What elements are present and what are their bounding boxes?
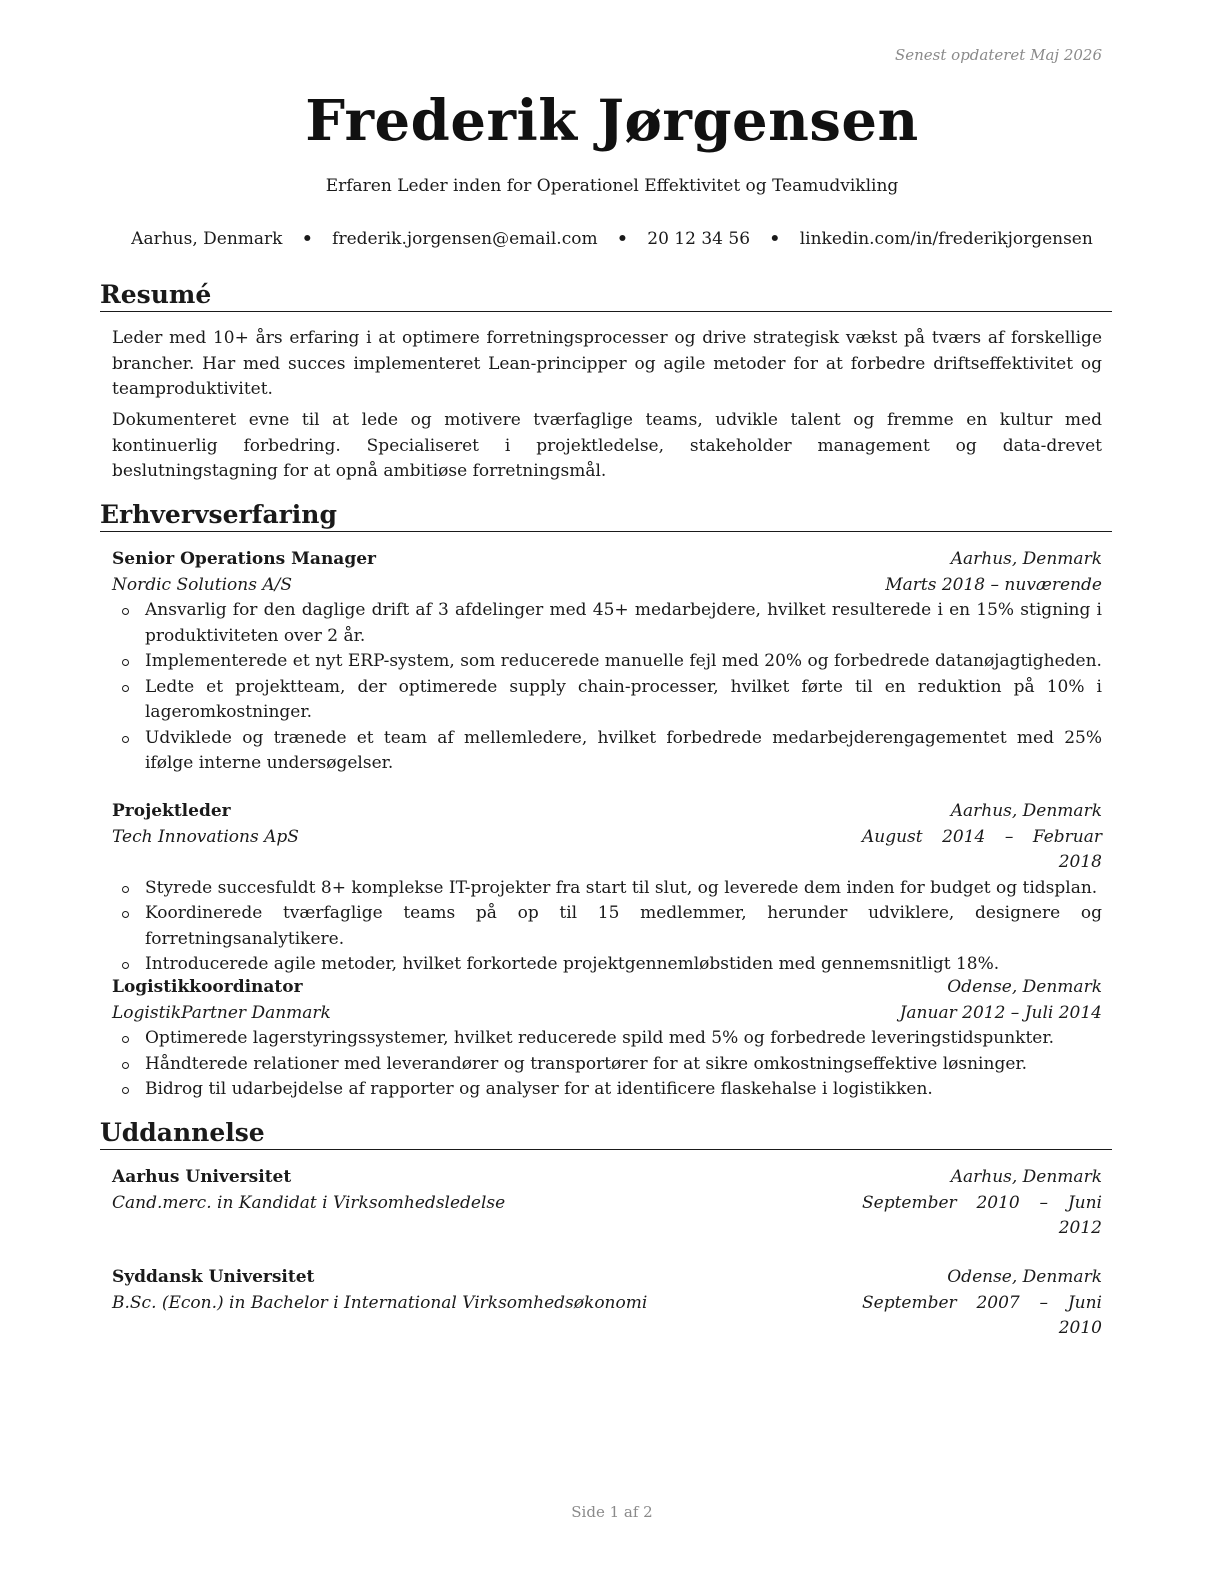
job-location: Aarhus, Denmark <box>950 549 1102 569</box>
job-title: Senior Operations Manager <box>112 549 376 569</box>
job-company: Nordic Solutions A/S <box>112 574 292 595</box>
contact-email[interactable]: frederik.jorgensen@email.com <box>332 229 598 249</box>
bullet-separator: • <box>301 229 313 249</box>
bullet-text: Optimerede lagerstyringssystemer, hvilket reducerede spild med 5% og forbedrede leveringstidspunkter. <box>145 1028 1055 1048</box>
school-location: Odense, Denmark <box>947 1267 1102 1287</box>
circle-bullet-icon <box>122 1087 129 1094</box>
contact-phone[interactable]: 20 12 34 56 <box>647 229 751 249</box>
job-location: Aarhus, Denmark <box>950 801 1102 821</box>
job-dates: Marts 2018 – nuværende <box>885 574 1102 595</box>
bullet-separator: • <box>616 229 628 249</box>
section-title-experience: Erhvervserfaring <box>100 500 1112 532</box>
list-item <box>112 1026 1102 1052</box>
job-bullet-list <box>112 598 1102 777</box>
school-location: Aarhus, Denmark <box>950 1167 1102 1187</box>
contact-location: Aarhus, Denmark <box>131 229 283 249</box>
list-item <box>112 726 1102 777</box>
circle-bullet-icon <box>122 962 129 969</box>
education-entry <box>112 1165 1102 1242</box>
candidate-tagline: Erfaren Leder inden for Operationel Effektivitet og Teamudvikling <box>325 176 899 196</box>
job-title: Logistikkoordinator <box>112 977 303 997</box>
job-company: Tech Innovations ApS <box>112 826 299 847</box>
bullet-text: Ledte et projektteam, der optimerede supply chain-processer, hvilket førte til en reduktion på 10% i lageromkostninger. <box>145 676 1102 722</box>
circle-bullet-icon <box>122 886 129 893</box>
job-title: Projektleder <box>112 801 231 821</box>
last-updated: Senest opdateret Maj 2026 <box>894 46 1102 64</box>
candidate-name: Frederik Jørgensen <box>305 88 919 154</box>
circle-bullet-icon <box>122 911 129 918</box>
list-item <box>112 1052 1102 1078</box>
education-dates: September 2007 – Juni 2010 <box>862 1292 1102 1338</box>
job-dates: August 2014 – Februar 2018 <box>862 826 1102 872</box>
bullet-text: Udviklede og trænede et team af mellemledere, hvilket forbedrede medarbejderengagementet med 25% ifølge interne undersøgelser. <box>145 727 1102 773</box>
job-bullet-list <box>112 876 1102 978</box>
job-bullet-list <box>112 1026 1102 1103</box>
degree-name: Cand.merc. in Kandidat i Virksomhedsledelse <box>112 1192 506 1213</box>
bullet-text: Håndterede relationer med leverandører og transportører for at sikre omkostningseffektive løsninger. <box>145 1053 1028 1074</box>
contact-linkedin[interactable]: linkedin.com/in/frederikjorgensen <box>799 229 1093 249</box>
list-item <box>112 876 1102 902</box>
bullet-text: Ansvarlig for den daglige drift af 3 afdelinger med 45+ medarbejdere, hvilket resulterede i en 15% stigning i produktiviteten over 2 år. <box>145 600 1102 646</box>
bullet-text: Introducerede agile metoder, hvilket forkortede projektgennemløbstiden med gennemsnitligt 18%. <box>145 954 1000 974</box>
list-item <box>112 649 1102 675</box>
job-location: Odense, Denmark <box>947 977 1102 997</box>
job-entry <box>112 975 1102 1103</box>
degree-name: B.Sc. (Econ.) in Bachelor i International Virksomhedsøkonomi <box>112 1292 648 1313</box>
summary-paragraph: Dokumenteret evne til at lede og motivere tværfaglige teams, udvikle talent og fremme en kultur med kontinuerlig forbedring. Specialiseret i projektledelse, stakeholder management og data-drevet beslutningstagning for at opnå ambitiøse forretningsmål. <box>112 410 1102 481</box>
bullet-text: Styrede succesfuldt 8+ komplekse IT-projekter fra start til slut, og leverede dem inden for budget og tidsplan. <box>145 877 1098 898</box>
school-name: Aarhus Universitet <box>112 1167 292 1187</box>
list-item <box>112 1077 1102 1103</box>
list-item <box>112 598 1102 649</box>
section-title-education: Uddannelse <box>100 1118 1112 1150</box>
list-item <box>112 901 1102 952</box>
bullet-text: Koordinerede tværfaglige teams på op til 15 medlemmer, herunder udviklere, designere og forretningsanalytikere. <box>145 903 1102 949</box>
job-entry <box>112 799 1102 978</box>
circle-bullet-icon <box>122 608 129 615</box>
contact-line <box>0 229 1224 249</box>
summary-paragraph: Leder med 10+ års erfaring i at optimere forretningsprocesser og drive strategisk vækst på tværs af forskellige brancher. Har med succes implementeret Lean-principper og agile metoder for at forbedre driftseffektivitet og teamproduktivitet. <box>112 328 1102 399</box>
bullet-text: Bidrog til udarbejdelse af rapporter og analyser for at identificere flaskehalse i logistikken. <box>145 1079 933 1099</box>
circle-bullet-icon <box>122 736 129 743</box>
list-item <box>112 952 1102 978</box>
section-title-summary: Resumé <box>100 280 1112 312</box>
education-entry <box>112 1265 1102 1342</box>
job-dates: Januar 2012 – Juli 2014 <box>899 1002 1102 1023</box>
list-item <box>112 675 1102 726</box>
circle-bullet-icon <box>122 1036 129 1043</box>
circle-bullet-icon <box>122 659 129 666</box>
circle-bullet-icon <box>122 1062 129 1069</box>
circle-bullet-icon <box>122 685 129 692</box>
job-company: LogistikPartner Danmark <box>112 1002 331 1023</box>
bullet-separator: • <box>769 229 781 249</box>
page-number: Side 1 af 2 <box>571 1503 653 1521</box>
education-dates: September 2010 – Juni 2012 <box>862 1192 1102 1238</box>
school-name: Syddansk Universitet <box>112 1267 315 1287</box>
bullet-text: Implementerede et nyt ERP-system, som reducerede manuelle fejl med 20% og forbedrede datanøjagtigheden. <box>145 651 1102 671</box>
job-entry <box>112 547 1102 777</box>
